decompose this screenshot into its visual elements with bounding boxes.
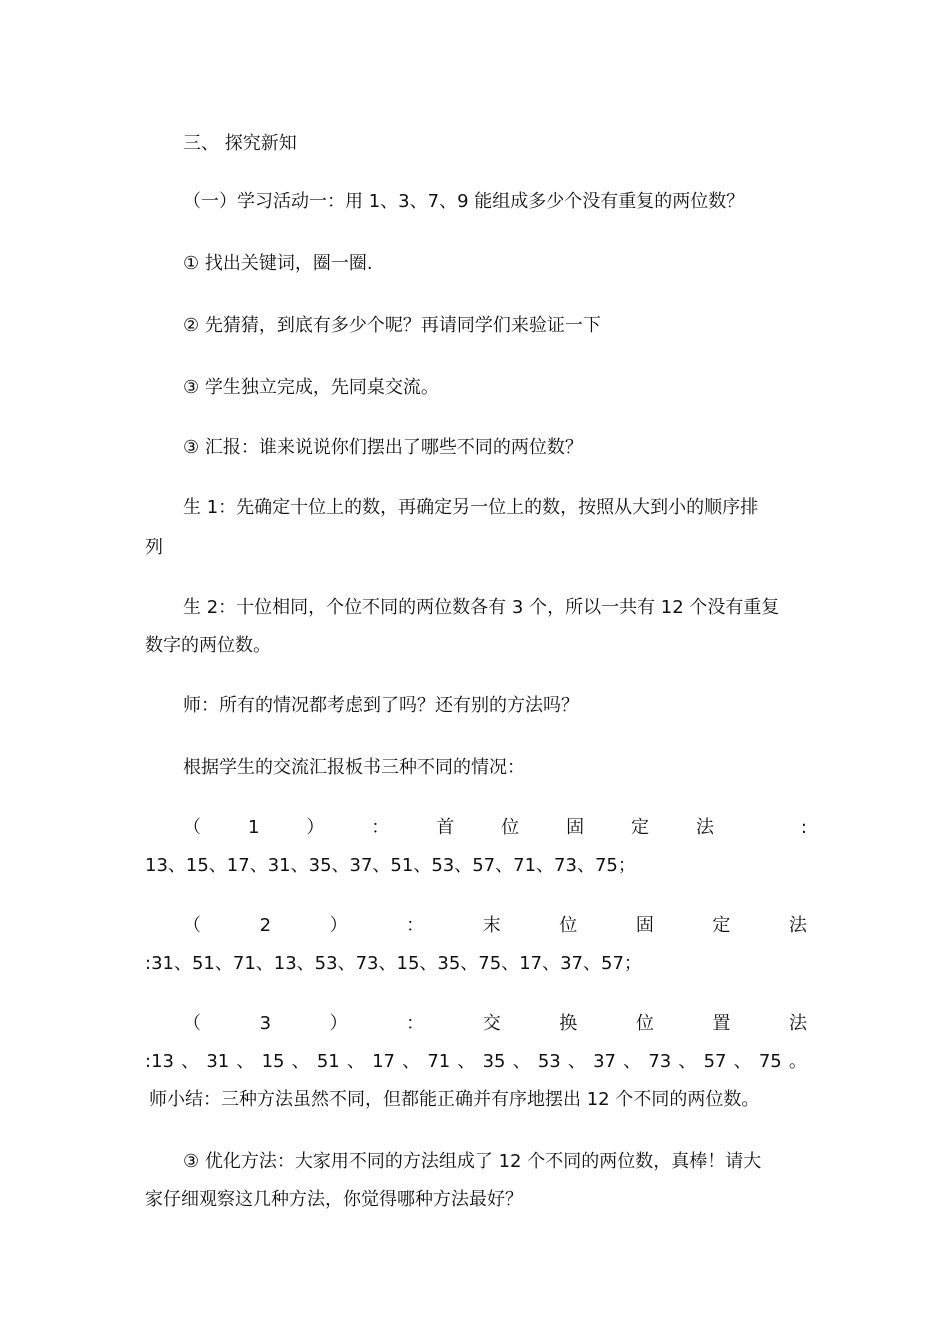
method2-label-part: ）: [329, 915, 348, 936]
method1-label-part: ：: [371, 817, 390, 838]
method2-label-part: 固: [635, 915, 654, 936]
method3-number-part: 。: [788, 1051, 807, 1072]
method3-number-part: 71: [427, 1051, 451, 1072]
method2-label-part: 末: [482, 915, 501, 936]
optimize-line2: 家仔细观察这几种方法，你觉得哪种方法最好？: [145, 1189, 523, 1210]
method1-label-part: ）: [306, 817, 325, 838]
method3-number-part: 57: [703, 1051, 727, 1072]
method3-number-part: 51: [316, 1051, 340, 1072]
student2-line1: 生 2：十位相同，个位不同的两位数各有 3 个，所以一共有 12 个没有重复: [183, 597, 780, 618]
method2-label-part: 位: [559, 915, 578, 936]
method3-number-part: 15: [261, 1051, 285, 1072]
method2-label-part: 法: [788, 915, 807, 936]
method3-label-part: （: [183, 1013, 201, 1034]
method2-label: [183, 914, 807, 938]
method1-label-part: 位: [501, 817, 520, 838]
method3-label-part: 换: [559, 1013, 578, 1034]
activity-title: （一）学习活动一：用 1、3、7、9 能组成多少个没有重复的两位数？: [183, 191, 745, 212]
method3-number-part: 、: [623, 1051, 642, 1072]
method2-label-part: （: [183, 915, 201, 936]
method2-label-part: 2: [259, 915, 272, 936]
student2-line2: 数字的两位数。: [145, 635, 271, 656]
method3-label-part: ）: [329, 1013, 348, 1034]
method3-number-part: 73: [648, 1051, 672, 1072]
method3-label-part: 交: [482, 1013, 501, 1034]
method3-number-part: 、: [346, 1051, 365, 1072]
method3-number-part: 、: [512, 1051, 531, 1072]
method2-numbers: :31、51、71、13、53、73、15、35、75、17、37、57；: [145, 953, 642, 974]
method3-number-part: 35: [482, 1051, 506, 1072]
method1-label-part: :: [800, 817, 807, 838]
method1-label: [183, 816, 807, 840]
step-4: ③ 汇报：谁来说说你们摆出了哪些不同的两位数？: [183, 437, 583, 458]
method3-number-part: 17: [372, 1051, 395, 1072]
method1-label-part: 定: [631, 817, 650, 838]
method1-label-part: 1: [247, 817, 260, 838]
method3-numbers: [145, 1050, 807, 1074]
method3-number-part: 、: [181, 1051, 200, 1072]
method1-numbers: 13、15、17、31、35、37、51、53、57、71、73、75；: [145, 855, 636, 876]
method3-number-part: 、: [402, 1051, 421, 1072]
step-3: ③ 学生独立完成，先同桌交流。: [183, 377, 439, 398]
optimize-line1: ③ 优化方法：大家用不同的方法组成了 12 个不同的两位数，真棒！请大: [183, 1151, 762, 1172]
board-intro: 根据学生的交流汇报板书三种不同的情况：: [183, 757, 525, 778]
method3-label-part: ：: [406, 1013, 425, 1034]
method3-number-part: :13: [145, 1051, 174, 1072]
student1-line2: 列: [145, 537, 163, 558]
method3-label-part: 位: [635, 1013, 654, 1034]
method3-number-part: 、: [291, 1051, 310, 1072]
method2-label-part: ：: [406, 915, 425, 936]
method3-number-part: 37: [593, 1051, 616, 1072]
method3-number-part: 、: [678, 1051, 697, 1072]
student1-text: 生 1：先确定十位上的数，再确定另一位上的数，按照从大到小的顺序排: [183, 497, 759, 518]
teacher-question: 师：所有的情况都考虑到了吗？还有别的方法吗？: [183, 695, 579, 716]
method3-number-part: 31: [206, 1051, 230, 1072]
method3-number-part: 75: [758, 1051, 782, 1072]
method3-label: [183, 1012, 807, 1036]
method3-number-part: 、: [457, 1051, 476, 1072]
method3-number-part: 、: [567, 1051, 586, 1072]
method3-label-part: 置: [712, 1013, 731, 1034]
step-2: ② 先猜猜，到底有多少个呢？再请同学们来验证一下: [183, 315, 601, 336]
method1-label-part: 法: [695, 817, 714, 838]
method1-label-part: 固: [566, 817, 585, 838]
student1-line1: [183, 496, 807, 520]
teacher-summary: 师小结：三种方法虽然不同，但都能正确并有序地摆出 12 个不同的两位数。: [149, 1089, 760, 1110]
method3-label-part: 3: [259, 1013, 272, 1034]
step-1: ① 找出关键词，圈一圈.: [183, 253, 373, 274]
method3-number-part: 53: [537, 1051, 561, 1072]
method1-label-part: （: [183, 817, 201, 838]
method1-label-part: 首: [436, 817, 455, 838]
method3-label-part: 法: [788, 1013, 807, 1034]
method3-number-part: 、: [733, 1051, 752, 1072]
method2-label-part: 定: [712, 915, 731, 936]
section-heading: 三、 探究新知: [183, 133, 297, 154]
method3-number-part: 、: [236, 1051, 255, 1072]
